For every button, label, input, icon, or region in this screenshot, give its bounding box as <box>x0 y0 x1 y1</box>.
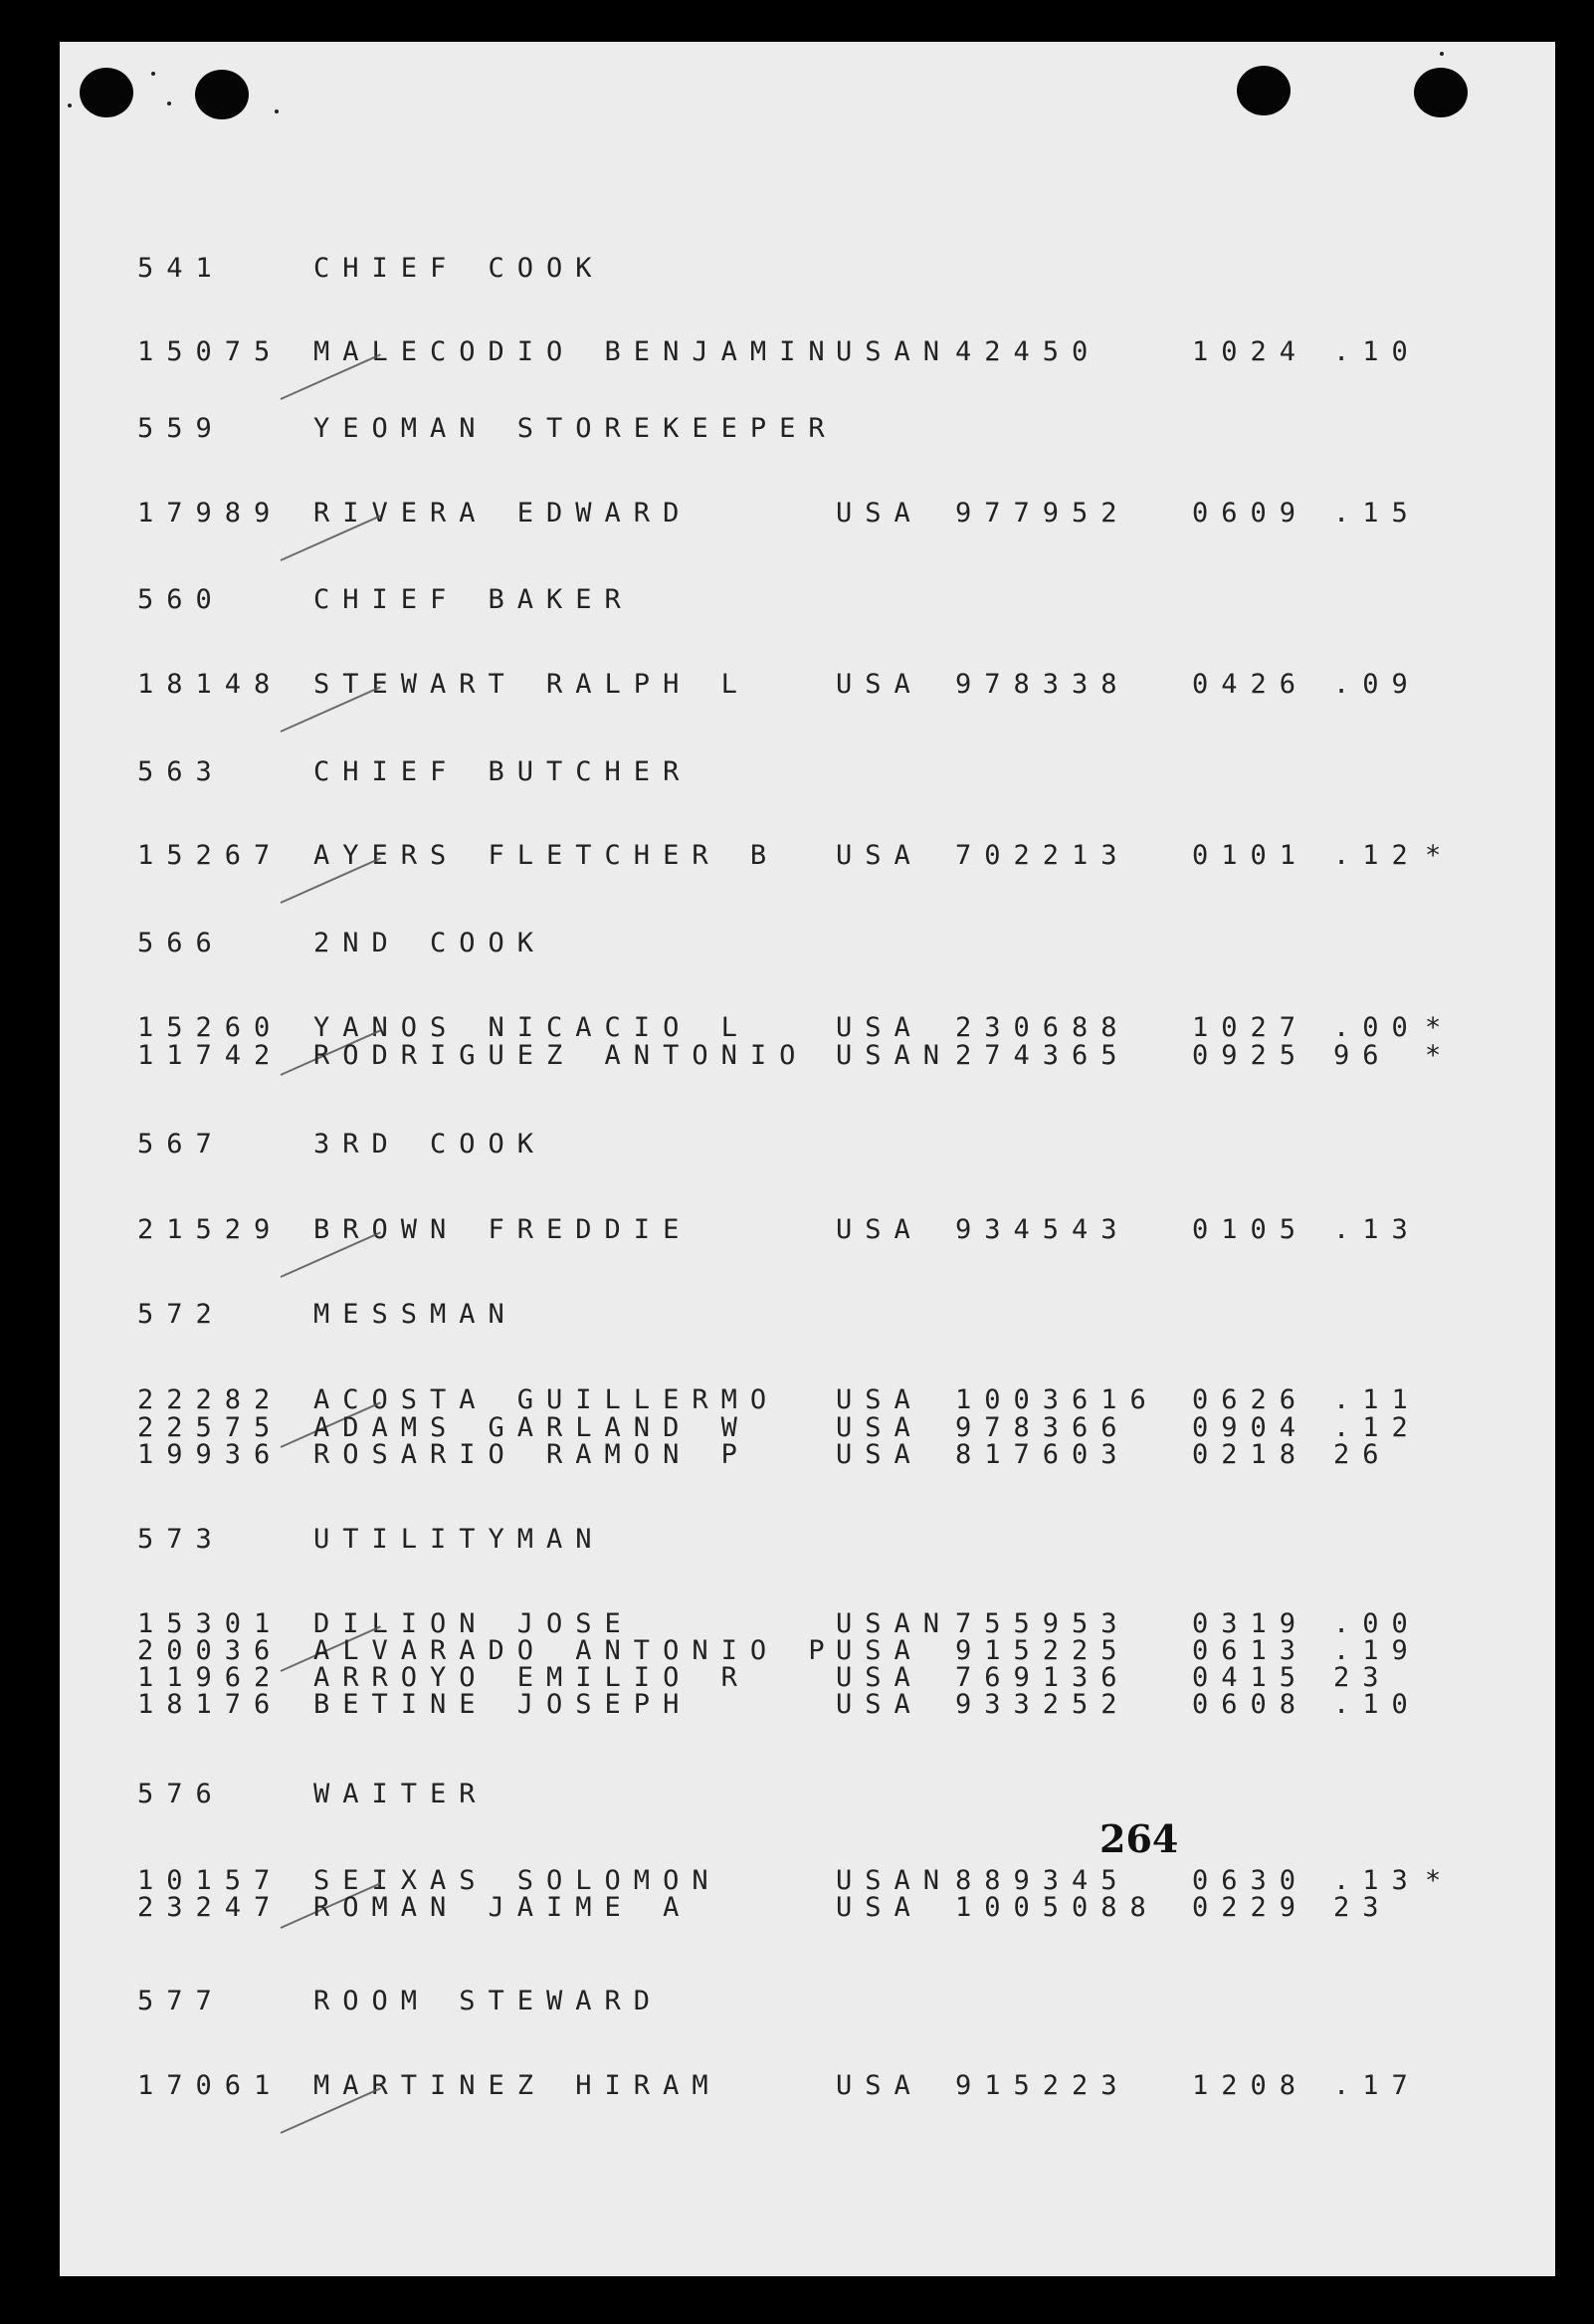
record-rate: 26 <box>1333 1439 1392 1470</box>
record-num: 230688 <box>955 1012 1130 1043</box>
record-rate: 23 <box>1333 1662 1392 1693</box>
record-num: 978338 <box>955 669 1130 700</box>
section-code: 563 <box>137 756 225 787</box>
section-title: YEOMAN STOREKEEPER <box>313 413 838 444</box>
record-name: SEIXAS SOLOMON <box>313 1865 721 1896</box>
record-num: 1003616 <box>955 1384 1159 1415</box>
speck <box>275 109 279 113</box>
record-name: BETINE JOSEPH <box>313 1689 693 1720</box>
record-name: ADAMS GARLAND W <box>313 1412 750 1443</box>
record-id: 18176 <box>137 1689 284 1720</box>
section-title: ROOM STEWARD <box>313 1986 664 2016</box>
record-id: 11742 <box>137 1040 284 1071</box>
record-date: 0608 <box>1192 1689 1309 1720</box>
record-id: 20036 <box>137 1635 284 1666</box>
record-name: ALVARADO ANTONIO P <box>313 1635 838 1666</box>
record-cit: USA <box>836 1892 923 1923</box>
section-code: 560 <box>137 584 225 615</box>
record-date: 0229 <box>1192 1892 1309 1923</box>
section-title: CHIEF COOK <box>313 253 605 284</box>
record-cit: USA <box>836 840 923 871</box>
record-cit: USAN <box>836 1608 953 1639</box>
record-date: 1024 <box>1192 336 1309 367</box>
section-code: 566 <box>137 928 225 958</box>
record-name: RIVERA EDWARD <box>313 498 693 528</box>
record-name: STEWART RALPH L <box>313 669 750 700</box>
record-cit: USA <box>836 1214 923 1245</box>
record-cit: USA <box>836 1662 923 1693</box>
record-date: 0904 <box>1192 1412 1309 1443</box>
section-title: 2ND COOK <box>313 928 547 958</box>
record-date: 0426 <box>1192 669 1309 700</box>
record-rate: .10 <box>1333 336 1421 367</box>
record-name: AYERS FLETCHER B <box>313 840 780 871</box>
section-title: MESSMAN <box>313 1299 517 1330</box>
record-cit: USA <box>836 498 923 528</box>
record-rate: .19 <box>1333 1635 1421 1666</box>
section-code: 559 <box>137 413 225 444</box>
record-cit: USA <box>836 669 923 700</box>
record-id: 15267 <box>137 840 284 871</box>
punch-hole <box>195 70 249 119</box>
record-date: 0101 <box>1192 840 1309 871</box>
record-num: 915225 <box>955 1635 1130 1666</box>
record-rate: .15 <box>1333 498 1421 528</box>
record-cit: USA <box>836 2070 923 2101</box>
record-rate: .12 <box>1333 840 1421 871</box>
record-rate: .10 <box>1333 1689 1421 1720</box>
record-num: 42450 <box>955 336 1101 367</box>
record-name: ROMAN JAIME A <box>313 1892 693 1923</box>
record-rate: 96 <box>1333 1040 1392 1071</box>
record-cit: USAN <box>836 1865 953 1896</box>
record-mark: * <box>1425 1865 1455 1896</box>
record-date: 0609 <box>1192 498 1309 528</box>
section-title: UTILITYMAN <box>313 1524 605 1555</box>
record-rate: .11 <box>1333 1384 1421 1415</box>
record-date: 0626 <box>1192 1384 1309 1415</box>
record-mark: * <box>1425 1012 1455 1043</box>
record-id: 11962 <box>137 1662 284 1693</box>
record-cit: USA <box>836 1439 923 1470</box>
record-num: 755953 <box>955 1608 1130 1639</box>
record-id: 19936 <box>137 1439 284 1470</box>
record-num: 915223 <box>955 2070 1130 2101</box>
section-code: 577 <box>137 1986 225 2016</box>
record-date: 0613 <box>1192 1635 1309 1666</box>
record-cit: USA <box>836 1412 923 1443</box>
record-mark: * <box>1425 1040 1455 1071</box>
record-rate: .09 <box>1333 669 1421 700</box>
punch-hole <box>1237 66 1291 115</box>
record-num: 769136 <box>955 1662 1130 1693</box>
record-rate: .13 <box>1333 1865 1421 1896</box>
section-title: CHIEF BUTCHER <box>313 756 693 787</box>
record-name: DILION JOSE <box>313 1608 634 1639</box>
record-date: 0105 <box>1192 1214 1309 1245</box>
record-num: 933252 <box>955 1689 1130 1720</box>
document-page <box>60 42 1555 2276</box>
record-rate: .13 <box>1333 1214 1421 1245</box>
record-id: 21529 <box>137 1214 284 1245</box>
record-cit: USAN <box>836 336 953 367</box>
record-id: 22282 <box>137 1384 284 1415</box>
record-cit: USAN <box>836 1040 953 1071</box>
record-name: BROWN FREDDIE <box>313 1214 693 1245</box>
record-cit: USA <box>836 1689 923 1720</box>
record-num: 817603 <box>955 1439 1130 1470</box>
record-id: 22575 <box>137 1412 284 1443</box>
speck <box>68 104 72 107</box>
record-num: 889345 <box>955 1865 1130 1896</box>
speck <box>151 72 155 76</box>
section-title: CHIEF BAKER <box>313 584 634 615</box>
record-name: ARROYO EMILIO R <box>313 1662 750 1693</box>
record-num: 934543 <box>955 1214 1130 1245</box>
section-code: 573 <box>137 1524 225 1555</box>
record-id: 15075 <box>137 336 284 367</box>
record-date: 1208 <box>1192 2070 1309 2101</box>
speck <box>167 102 171 106</box>
record-name: YANOS NICACIO L <box>313 1012 750 1043</box>
record-name: MALECODIO BENJAMIN <box>313 336 838 367</box>
record-date: 0319 <box>1192 1608 1309 1639</box>
punch-hole <box>80 68 133 117</box>
section-code: 572 <box>137 1299 225 1330</box>
record-rate: .00 <box>1333 1012 1421 1043</box>
section-title: 3RD COOK <box>313 1129 547 1160</box>
record-rate: 23 <box>1333 1892 1392 1923</box>
record-cit: USA <box>836 1384 923 1415</box>
page-number-stamp: 264 <box>1099 1816 1179 1861</box>
record-id: 17989 <box>137 498 284 528</box>
record-date: 0630 <box>1192 1865 1309 1896</box>
record-id: 15260 <box>137 1012 284 1043</box>
speck <box>1440 52 1444 56</box>
section-code: 576 <box>137 1779 225 1809</box>
record-num: 978366 <box>955 1412 1130 1443</box>
record-id: 18148 <box>137 669 284 700</box>
record-rate: .00 <box>1333 1608 1421 1639</box>
record-date: 0218 <box>1192 1439 1309 1470</box>
record-date: 1027 <box>1192 1012 1309 1043</box>
record-name: MARTINEZ HIRAM <box>313 2070 721 2101</box>
record-name: RODRIGUEZ ANTONIO <box>313 1040 809 1071</box>
record-cit: USA <box>836 1012 923 1043</box>
record-id: 23247 <box>137 1892 284 1923</box>
record-name: ROSARIO RAMON P <box>313 1439 750 1470</box>
record-cit: USA <box>836 1635 923 1666</box>
record-rate: .12 <box>1333 1412 1421 1443</box>
record-id: 15301 <box>137 1608 284 1639</box>
punch-hole <box>1414 68 1468 117</box>
record-date: 0415 <box>1192 1662 1309 1693</box>
section-code: 541 <box>137 253 225 284</box>
section-title: WAITER <box>313 1779 489 1809</box>
record-id: 17061 <box>137 2070 284 2101</box>
record-num: 702213 <box>955 840 1130 871</box>
record-rate: .17 <box>1333 2070 1421 2101</box>
record-num: 274365 <box>955 1040 1130 1071</box>
record-mark: * <box>1425 840 1455 871</box>
record-num: 977952 <box>955 498 1130 528</box>
record-name: ACOSTA GUILLERMO <box>313 1384 780 1415</box>
record-date: 0925 <box>1192 1040 1309 1071</box>
record-num: 1005088 <box>955 1892 1159 1923</box>
record-id: 10157 <box>137 1865 284 1896</box>
section-code: 567 <box>137 1129 225 1160</box>
